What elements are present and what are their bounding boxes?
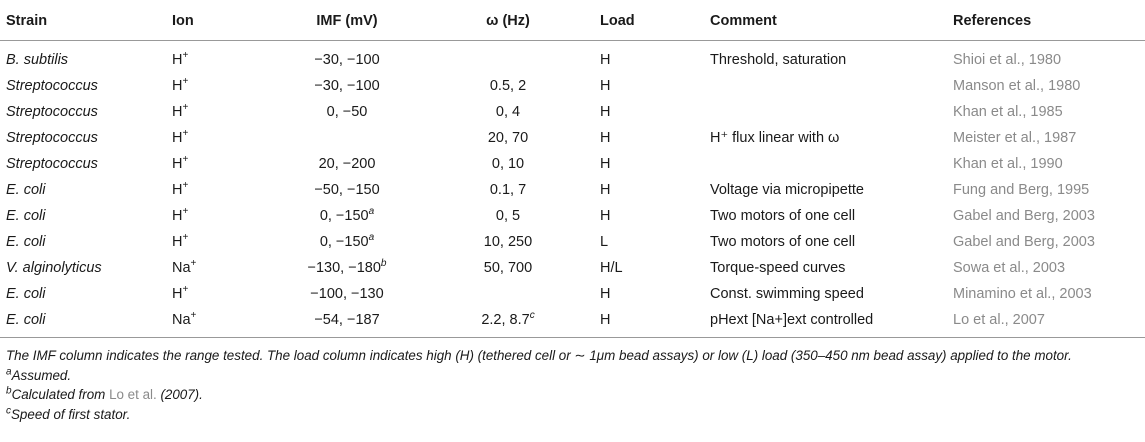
omega-value: 2.2, 8.7 xyxy=(481,312,530,328)
imf-value: −130, −180 xyxy=(307,260,381,276)
cell-omega xyxy=(422,99,594,125)
ion-base: H xyxy=(172,156,183,172)
imf-value: −54, −187 xyxy=(314,312,380,328)
cell-ion xyxy=(166,99,272,125)
cell-ion xyxy=(166,229,272,255)
cell-ion xyxy=(166,307,272,338)
ion-base: H xyxy=(172,182,183,198)
ion-charge: + xyxy=(182,284,189,296)
footnote-a-text: Assumed. xyxy=(11,367,72,383)
ion-charge: + xyxy=(190,310,197,322)
omega-footnote-mark: c xyxy=(529,310,535,322)
omega-value: 0, 10 xyxy=(491,156,525,172)
footnote-c-mark: c xyxy=(6,405,11,417)
ion-base: H xyxy=(172,78,183,94)
imf-value: 0, −150 xyxy=(319,208,369,224)
cell-omega xyxy=(422,73,594,99)
cell-omega xyxy=(422,281,594,307)
omega-value: 0, 5 xyxy=(495,208,521,224)
ion-base: Na xyxy=(172,260,191,276)
footnote-c xyxy=(6,405,1141,425)
table-row xyxy=(0,177,1145,203)
omega-value: 20, 70 xyxy=(487,130,529,146)
omega-value: 0.5, 2 xyxy=(489,78,527,94)
cell-omega xyxy=(422,307,594,338)
cell-comment xyxy=(704,151,947,177)
ion-charge: + xyxy=(182,102,189,114)
omega-value: 0, 4 xyxy=(495,104,521,120)
imf-value: −100, −130 xyxy=(310,286,384,302)
cell-load: H xyxy=(600,208,611,224)
header-omega: ω (Hz) xyxy=(486,13,530,29)
cell-load: H xyxy=(600,130,611,146)
cell-strain: E. coli xyxy=(6,182,46,198)
cell-ion xyxy=(166,41,272,74)
cell-imf xyxy=(272,229,422,255)
ion-base: H xyxy=(172,52,183,68)
header-references: References xyxy=(953,13,1032,29)
table-row xyxy=(0,125,1145,151)
ion-base: H xyxy=(172,104,183,120)
footnote-b-mark: b xyxy=(6,385,12,397)
header-load: Load xyxy=(600,13,635,29)
cell-imf xyxy=(272,99,422,125)
table-row xyxy=(0,41,1145,74)
imf-value: 0, −50 xyxy=(326,104,368,120)
cell-imf xyxy=(272,41,422,74)
cell-omega xyxy=(422,229,594,255)
cell-reference[interactable]: Khan et al., 1985 xyxy=(953,104,1063,120)
cell-comment: Two motors of one cell xyxy=(710,234,856,250)
cell-reference[interactable]: Gabel and Berg, 2003 xyxy=(953,234,1095,250)
ion-base: H xyxy=(172,286,183,302)
cell-load: L xyxy=(600,234,609,250)
cell-strain: Streptococcus xyxy=(6,130,98,146)
cell-strain: E. coli xyxy=(6,312,46,328)
footnote-b-prefix: Calculated from xyxy=(11,387,110,402)
cell-imf xyxy=(272,73,422,99)
footnote-b-link[interactable]: Lo et al. xyxy=(109,387,157,402)
imf-value: −30, −100 xyxy=(314,52,380,68)
cell-load: H xyxy=(600,286,611,302)
ion-charge: + xyxy=(182,50,189,62)
table-row xyxy=(0,99,1145,125)
ion-base: H xyxy=(172,234,183,250)
cell-comment: Const. swimming speed xyxy=(710,286,864,302)
ion-base: Na xyxy=(172,312,191,328)
cell-load: H/L xyxy=(600,260,623,276)
omega-value: 10, 250 xyxy=(483,234,533,250)
table-body xyxy=(0,41,1145,338)
cell-load: H xyxy=(600,156,611,172)
table-row xyxy=(0,203,1145,229)
cell-imf xyxy=(272,151,422,177)
cell-imf xyxy=(272,281,422,307)
footnote-c-text: Speed of first stator. xyxy=(11,406,131,422)
table-row xyxy=(0,281,1145,307)
cell-strain: Streptococcus xyxy=(6,78,98,94)
cell-strain: E. coli xyxy=(6,208,46,224)
cell-comment xyxy=(704,99,947,125)
header-imf: IMF (mV) xyxy=(316,13,378,29)
ion-base: H xyxy=(172,208,183,224)
cell-reference[interactable]: Lo et al., 2007 xyxy=(953,312,1045,328)
header-row xyxy=(0,2,1145,41)
cell-reference[interactable]: Gabel and Berg, 2003 xyxy=(953,208,1095,224)
cell-strain: B. subtilis xyxy=(6,52,69,68)
cell-comment: Threshold, saturation xyxy=(710,52,847,68)
cell-reference[interactable]: Sowa et al., 2003 xyxy=(953,260,1066,276)
footnote-b xyxy=(6,385,1141,405)
omega-value: 0.1, 7 xyxy=(489,182,527,198)
ion-charge: + xyxy=(182,76,189,88)
cell-comment xyxy=(704,73,947,99)
cell-omega xyxy=(422,203,594,229)
table-row xyxy=(0,307,1145,338)
cell-comment: pHext [Na+]ext controlled xyxy=(710,312,874,328)
imf-value: −30, −100 xyxy=(314,78,380,94)
imf-value: 0, −150 xyxy=(319,234,369,250)
cell-imf xyxy=(272,177,422,203)
cell-strain: E. coli xyxy=(6,234,46,250)
cell-load: H xyxy=(600,104,611,120)
cell-comment: H⁺ flux linear with ω xyxy=(710,130,840,146)
cell-reference[interactable]: Khan et al., 1990 xyxy=(953,156,1063,172)
cell-reference[interactable]: Manson et al., 1980 xyxy=(953,78,1081,94)
table-footnotes xyxy=(6,346,1141,424)
cell-ion xyxy=(166,255,272,281)
table-row xyxy=(0,151,1145,177)
header-strain: Strain xyxy=(6,13,48,29)
omega-value: 50, 700 xyxy=(483,260,533,276)
header-ion: Ion xyxy=(172,13,194,29)
header-comment: Comment xyxy=(710,13,777,29)
cell-comment: Torque-speed curves xyxy=(710,260,846,276)
footnote-b-suffix: (2007). xyxy=(156,387,203,402)
cell-omega xyxy=(422,41,594,74)
cell-comment: Voltage via micropipette xyxy=(710,182,864,198)
cell-load: H xyxy=(600,78,611,94)
ion-charge: + xyxy=(182,154,189,166)
ion-charge: + xyxy=(182,232,189,244)
ion-charge: + xyxy=(182,206,189,218)
ion-charge: + xyxy=(182,180,189,192)
imf-footnote-mark: b xyxy=(380,258,387,270)
cell-ion xyxy=(166,73,272,99)
cell-omega xyxy=(422,255,594,281)
cell-strain: V. alginolyticus xyxy=(6,260,102,276)
cell-ion xyxy=(166,281,272,307)
cell-reference[interactable]: Shioi et al., 1980 xyxy=(953,52,1062,68)
cell-omega xyxy=(422,151,594,177)
footnote-a xyxy=(6,366,1141,386)
cell-strain: E. coli xyxy=(6,286,46,302)
cell-imf xyxy=(272,203,422,229)
footnote-main: The IMF column indicates the range tested. The load column indicates high (H) (tethered cell or ∼ 1μm bead assays) or low (L) load (350–450 nm bead assay) applied to the motor. xyxy=(6,348,1072,363)
imf-value: 20, −200 xyxy=(318,156,376,172)
cell-reference[interactable]: Fung and Berg, 1995 xyxy=(953,182,1090,198)
imf-footnote-mark: a xyxy=(368,206,375,218)
table-row xyxy=(0,73,1145,99)
ion-charge: + xyxy=(182,128,189,140)
cell-ion xyxy=(166,125,272,151)
imf-value: −50, −150 xyxy=(314,182,380,198)
ion-charge: + xyxy=(190,258,197,270)
cell-reference[interactable]: Meister et al., 1987 xyxy=(953,130,1077,146)
ion-base: H xyxy=(172,130,183,146)
cell-imf xyxy=(272,125,422,151)
cell-omega xyxy=(422,177,594,203)
imf-footnote-mark: a xyxy=(368,232,375,244)
cell-omega xyxy=(422,125,594,151)
data-table xyxy=(0,2,1145,338)
cell-ion xyxy=(166,177,272,203)
cell-ion xyxy=(166,203,272,229)
cell-strain: Streptococcus xyxy=(6,156,98,172)
cell-reference[interactable]: Minamino et al., 2003 xyxy=(953,286,1092,302)
cell-imf xyxy=(272,255,422,281)
cell-comment: Two motors of one cell xyxy=(710,208,856,224)
cell-load: H xyxy=(600,182,611,198)
cell-strain: Streptococcus xyxy=(6,104,98,120)
cell-ion xyxy=(166,151,272,177)
table-row xyxy=(0,255,1145,281)
cell-load: H xyxy=(600,312,611,328)
cell-imf xyxy=(272,307,422,338)
table-row xyxy=(0,229,1145,255)
footnote-a-mark: a xyxy=(6,366,12,378)
cell-load: H xyxy=(600,52,611,68)
